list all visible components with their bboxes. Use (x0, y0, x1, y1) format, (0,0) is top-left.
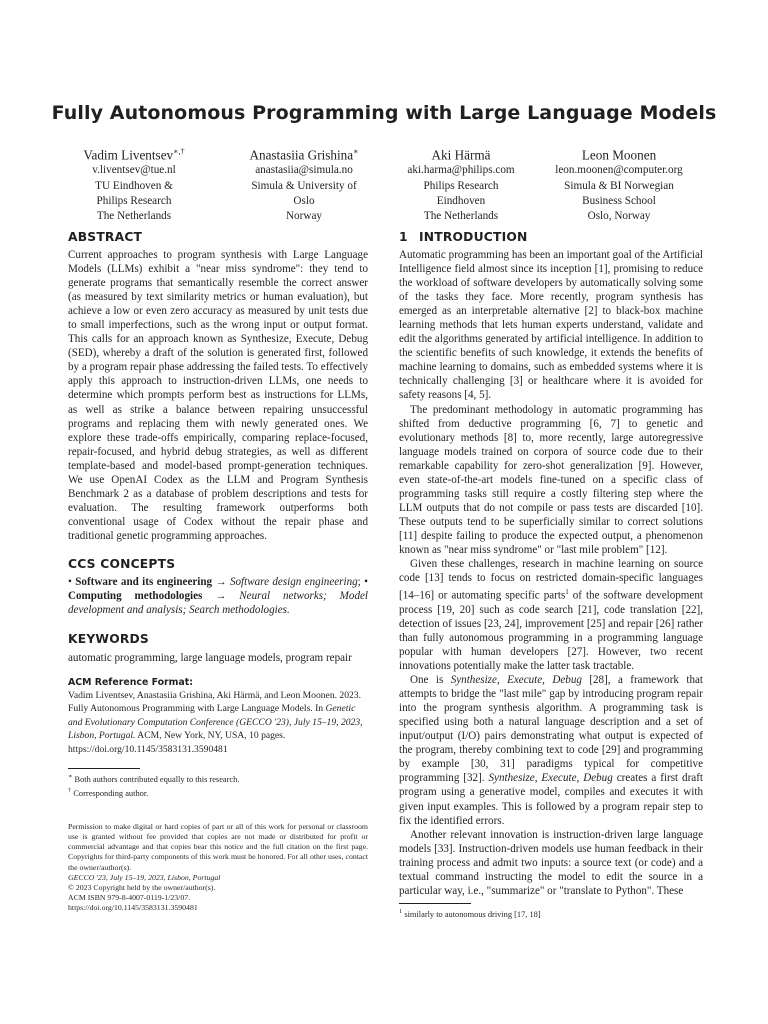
footnote-marker: 1 (565, 588, 569, 597)
author-affiliation: Eindhoven (436, 194, 486, 207)
left-column (68, 230, 368, 757)
author-3 (392, 143, 530, 225)
author-block (66, 143, 702, 225)
intro-paragraph-4: One is Synthesize, Execute, Debug [28], a framework that attempts to bridge the "last mile" gap by introducing program repair into the program synthesis algorithm. A programming task is specified using both a natural language description and a set of input/output (I/O) pairs demonstrating what output is expected of the program, thereby combining text to code [29] and programming by example [30, 31] paradigms typical for competitive programming [32]. Synthesize, Execute, Debug creates a first draft program using a generative model, compiles and executes it with given input examples. This is followed by a program repair step to fix the identified errors. (399, 674, 703, 827)
footnote-1: $^1$ similarly to autonomous driving [17, 18] (399, 908, 541, 919)
keywords-heading: KEYWORDS (68, 631, 149, 646)
intro-paragraph-5: Another relevant innovation is instruction-driven large language models [33]. Instruction-driven models use human feedback in their training process and admit two inputs: a source text (or code) and a textual command instructing the model to edit the source in a particular way, i.e., "summarize" or "translate to Python". These (399, 828, 703, 897)
ccs-subterm: Neural networks; Model development and analysis; Search methodologies. (68, 590, 369, 617)
author-name: Leon Moonen (581, 147, 657, 163)
author-country: Oslo, Norway (587, 210, 651, 223)
acm-reference-text: Vadim Liventsev, Anastasiia Grishina, Aki Härmä, and Leon Moonen. 2023. Fully Autonomous Programming with Large Language Models. In Genetic and Evolutionary Computation Conference (GECCO '23), July 15–19, 2023, Lisbon, Portugal. ACM, New York, NY, USA, 10 pages. https://doi.org/10.1145/3583131.3590481 (68, 689, 363, 756)
author-4 (544, 143, 694, 225)
ccs-term: Computing methodologies (68, 590, 203, 603)
ccs-concepts: • Software and its engineering → Software design engineering; • Computing methodologies → Neural networks; Model development and analysis; Search methodologies. (68, 575, 369, 617)
author-footnotes (68, 771, 368, 799)
abstract-text: Current approaches to program synthesis with Large Language Models (LLMs) exhibit a "near miss syndrome": they tend to generate programs that semantically resemble the correct answer (as measured by text similarity metrics or human evaluation), but achieve a low or even zero accuracy as measured by unit tests due to small imperfections, such as the wrong input or output format. This calls for an approach known as Synthesize, Execute, Debug (SED), whereby a draft of the solution is generated first, followed by a program repair phase addressing the failed tests. To effectively apply this approach to instruction-driven LLMs, one needs to determine which prompts perform best as instructions for LLMs, as well as strike a balance between repairing unsuccessful programs and replacing them with newly generated ones. We explore these trade-offs empirically, comparing replace-focused, repair-focused, and hybrid debug strategies, as well as different template-based and model-based prompt-generation techniques. We use OpenAI Codex as the LLM and Program Synthesis Benchmark 2 as a database of problem descriptions and tests for evaluation. The resulting framework outperforms both conventional usage of Codex without the repair phase and traditional genetic programming approaches. (68, 249, 368, 542)
footnote-rule-right (399, 903, 471, 904)
author-affiliation: Philips Research (423, 179, 499, 192)
footnote-rule (68, 768, 140, 769)
right-column (399, 230, 703, 898)
intro-paragraph-2: The predominant methodology in automatic programming has shifted from deductive programming [6, 7] to genetic and evolutionary methods [8] to, more recently, large autoregressive language models trained on corpora of source code due to their remarkable capability for zero-shot generalization [9]. However, even state-of-the-art models fine-tuned on a specific class of programming tasks still require a costly filtering step where the LLM outputs that do not compile or pass tests are discarded [10]. These outputs tend to be superficially similar to correct solutions [11] despite failing to produce the expected output, a phenomenon known as "near miss syndrome" or "last mile problem" [12]. (399, 403, 703, 556)
intro-paragraph-3: Given these challenges, research in machine learning on source code [13] tends to focus on restricted domain-specific languages [14–16] or automating specific parts$^1$ of the software development process [19, 20] such as code search [21], code translation [22], detection of issues [23, 24], improvement [25] and repair [26] rather than fully autonomous programming in a programming language popular with human developers [27]. However, two recent innovations potentially make the latter task tractable. (399, 558, 703, 673)
author-email: v.liventsev@tue.nl (92, 164, 176, 177)
author-name: Anastasiia Grishina (249, 147, 354, 163)
author-marks: ∗,† (173, 147, 185, 156)
author-name: Vadim Liventsev (83, 147, 174, 163)
section-number: 1 (399, 230, 408, 244)
doi-line: https://doi.org/10.1145/3583131.3590481 (68, 903, 198, 913)
author-email: anastasiia@simula.no (255, 164, 353, 177)
intro-paragraph-1: Automatic programming has been an important goal of the Artificial Intelligence field almost since its inception [1], promising to reduce the workload of software developers by automatically solving some of the tasks they face. More recently, program synthesis has emerged as an interpretable alternative [2] to black-box machine learning methods that lets human experts understand, validate and edit the algorithms generated by artificial intelligence. In addition to the scientific benefits of such knowledge, it extends the benefits of machine learning to domains, such as embedded systems where it is technically challenging [3] or healthcare where it is avoided for safety reasons [4, 5]. (399, 249, 703, 402)
author-2 (232, 143, 376, 225)
abstract-heading: ABSTRACT (68, 230, 143, 244)
permission-text: Permission to make digital or hard copies of part or all of this work for personal or classroom use is granted without fee provided that copies are not made or distributed for profit or commercial advantage and that copies bear this notice and the full citation on the first page. Copyrights for third-party components of this work must be honored. For all other uses, contact the owner/author(s). (68, 822, 368, 872)
author-email: aki.harma@philips.com (407, 164, 515, 177)
author-country: The Netherlands (96, 210, 172, 223)
intro-heading (399, 230, 703, 244)
permission-venue: GECCO '23, July 15–19, 2023, Lisbon, Portugal (68, 872, 221, 882)
paper-title: Fully Autonomous Programming with Large Language Models (51, 102, 717, 124)
footnote-equal: ∗ Both authors contributed equally to this research. (68, 773, 240, 784)
author-affiliation: Simula & University of (251, 179, 357, 192)
isbn-line: ACM ISBN 979-8-4007-0119-1/23/07. (68, 893, 191, 903)
author-email: leon.moonen@computer.org (555, 164, 683, 177)
keywords-text: automatic programming, large language models, program repair (68, 651, 352, 664)
author-affiliation: Oslo (293, 194, 315, 207)
copyright-line: © 2023 Copyright held by the owner/author(s). (68, 882, 216, 892)
author-affiliation: Philips Research (96, 194, 172, 207)
acm-reference-heading: ACM Reference Format: (68, 676, 193, 688)
footnote-corresponding: † Corresponding author. (68, 787, 149, 798)
author-marks: ∗ (353, 147, 359, 156)
author-country: Norway (285, 210, 323, 223)
author-1 (66, 143, 202, 225)
author-affiliation: Business School (582, 194, 656, 207)
section-title: INTRODUCTION (419, 230, 528, 244)
permission-block (68, 822, 368, 913)
author-affiliation: TU Eindhoven & (95, 179, 173, 192)
ccs-term: Software and its engineering (75, 575, 213, 588)
ccs-heading: CCS CONCEPTS (68, 556, 176, 571)
author-country: The Netherlands (423, 210, 499, 223)
author-affiliation: Simula & BI Norwegian (564, 179, 674, 192)
ccs-subterm: Software design engineering (229, 575, 358, 588)
author-name: Aki Härmä (431, 147, 491, 163)
